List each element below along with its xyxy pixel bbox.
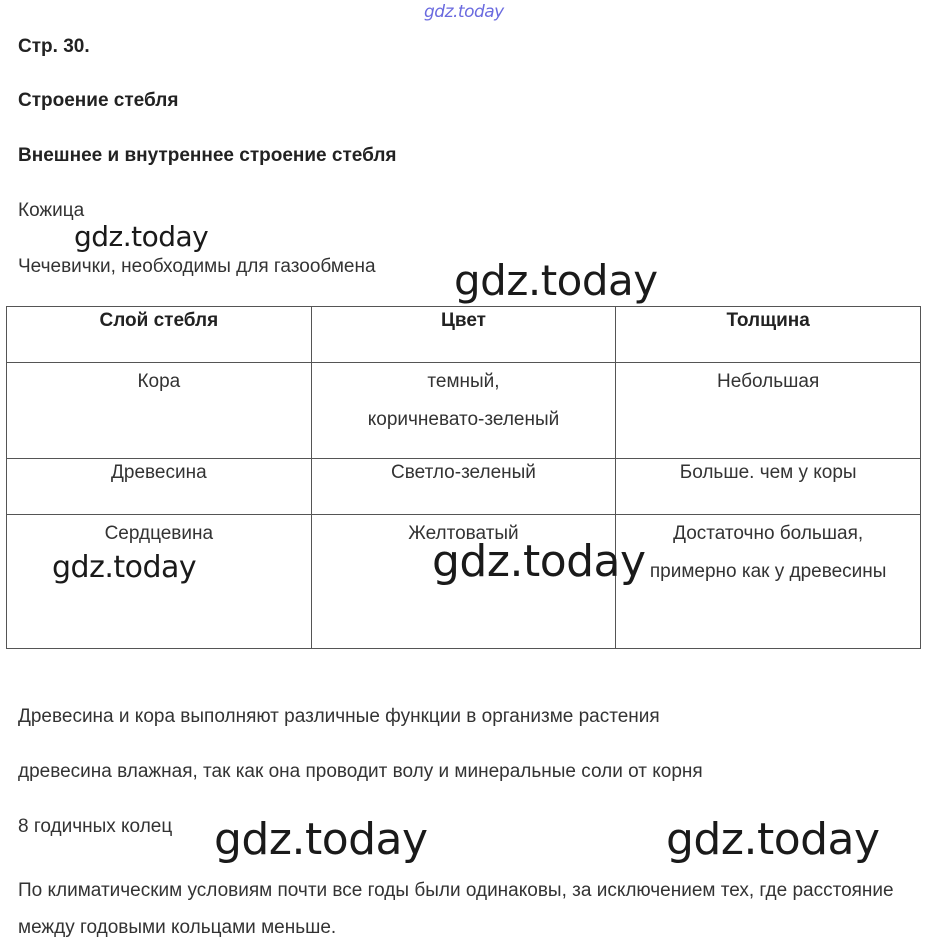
table-header-row: [7, 307, 921, 363]
watermark: gdz.today: [214, 814, 428, 865]
table-cell: Желтоватый: [311, 515, 616, 649]
topic-heading: Строение стебля: [18, 90, 179, 111]
column-header: Цвет: [311, 307, 616, 363]
watermark: gdz.today: [666, 814, 880, 865]
watermark-top: gdz.today: [424, 2, 504, 22]
table-cell: Светло-зеленый: [311, 459, 616, 515]
conclusion-climate: По климатическим условиям почти все годы были одинаковы, за исключением тех, где расстояние между годовыми кольцами меньше.: [18, 880, 894, 938]
watermark: gdz.today: [432, 536, 646, 587]
table-row: [7, 363, 921, 459]
conclusion-functions: Древесина и кора выполняют различные функции в организме растения: [18, 706, 660, 727]
table-cell: Больше. чем у коры: [616, 459, 921, 515]
conclusion-rings: 8 годичных колец: [18, 816, 173, 837]
table-cell: Достаточно большая, примерно как у древесины: [616, 515, 921, 649]
conclusion-moisture: древесина влажная, так как она проводит волу и минеральные соли от корня: [18, 761, 703, 782]
answer-skin: Кожица: [18, 200, 85, 221]
stem-layers-table: [6, 306, 921, 649]
watermark: gdz.today: [454, 256, 658, 305]
table-cell: темный, коричневато-зеленый: [311, 363, 616, 459]
page-number: Стр. 30.: [18, 36, 90, 57]
watermark: gdz.today: [74, 220, 209, 253]
watermark: gdz.today: [52, 550, 197, 585]
answer-lenticels: Чечевички, необходимы для газообмена: [18, 256, 376, 277]
table-cell: Кора: [7, 363, 312, 459]
table-row: [7, 459, 921, 515]
subtopic-heading: Внешнее и внутреннее строение стебля: [18, 145, 397, 166]
column-header: Толщина: [616, 307, 921, 363]
table-cell: Древесина: [7, 459, 312, 515]
table-cell: Сердцевина: [7, 515, 312, 649]
column-header: Слой стебля: [7, 307, 312, 363]
table-cell: Небольшая: [616, 363, 921, 459]
